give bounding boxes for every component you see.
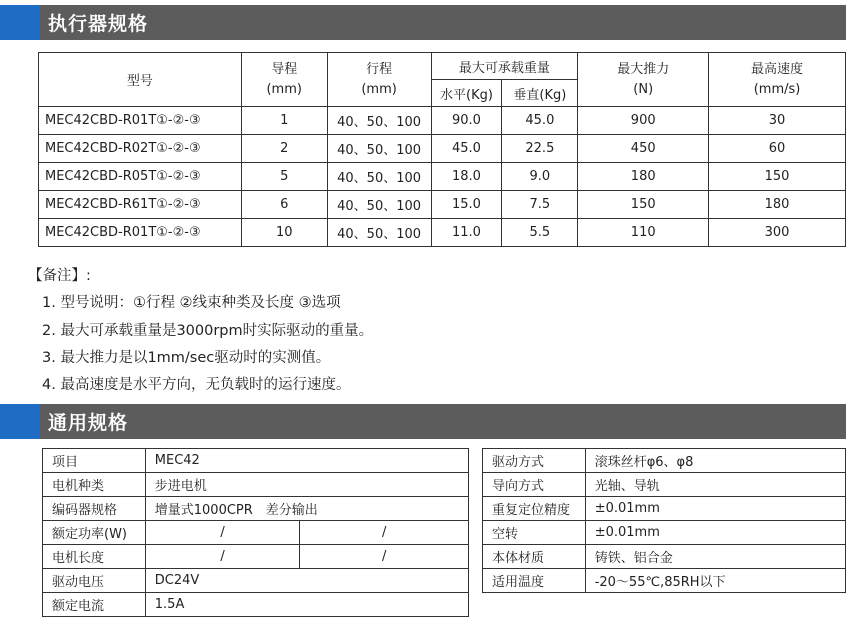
cell-value: 光轴、导轨 (585, 473, 845, 497)
cell-value: 滚珠丝杆φ6、φ8 (585, 449, 845, 473)
cell-model: MEC42CBD-R02T①-②-③ (39, 135, 242, 163)
header-thrust-label: 最大推力 (617, 61, 670, 77)
cell-speed: 180 (709, 191, 846, 219)
cell-value-b: / (300, 545, 469, 569)
cell-lead: 10 (241, 219, 327, 247)
cell-speed: 30 (709, 107, 846, 135)
header-thrust (578, 53, 709, 107)
section-header-actuator-spec (0, 5, 846, 40)
cell-value-a: / (145, 545, 300, 569)
table-row (39, 107, 846, 135)
cell-label: 空转 (483, 521, 586, 545)
table-row (483, 521, 846, 545)
table-row (483, 545, 846, 569)
cell-model: MEC42CBD-R01T①-②-③ (39, 107, 242, 135)
cell-value: ±0.01mm (585, 497, 845, 521)
cell-vertical: 9.0 (502, 163, 578, 191)
section-header-general-spec (0, 404, 846, 439)
header-lead (241, 53, 327, 107)
general-spec-table-right (482, 448, 846, 593)
cell-lead: 1 (241, 107, 327, 135)
cell-lead: 5 (241, 163, 327, 191)
header-stroke-label: 行程 (366, 61, 393, 77)
table-row (39, 135, 846, 163)
cell-horizontal: 45.0 (431, 135, 502, 163)
cell-value: DC24V (145, 569, 468, 593)
cell-horizontal: 90.0 (431, 107, 502, 135)
note-item: 4. 最高速度是水平方向，无负载时的运行速度。 (42, 377, 351, 394)
cell-value: 增量式1000CPR 差分输出 (145, 497, 468, 521)
cell-vertical: 45.0 (502, 107, 578, 135)
table-row (43, 473, 469, 497)
header-speed-unit: (mm/s) (753, 81, 801, 97)
note-item: 3. 最大推力是以1mm/sec驱动时的实测值。 (42, 349, 331, 366)
cell-lead: 2 (241, 135, 327, 163)
cell-speed: 150 (709, 163, 846, 191)
cell-label: 项目 (43, 449, 146, 473)
cell-value-b: / (300, 521, 469, 545)
header-thrust-unit: (N) (633, 81, 654, 97)
cell-speed: 300 (709, 219, 846, 247)
cell-speed: 60 (709, 135, 846, 163)
section-title: 通用规格 (48, 412, 129, 434)
header-speed-label: 最高速度 (751, 61, 804, 77)
cell-vertical: 22.5 (502, 135, 578, 163)
cell-label: 电机长度 (43, 545, 146, 569)
header-payload: 最大可承载重量 (431, 53, 578, 80)
cell-thrust: 180 (578, 163, 709, 191)
table-row (43, 521, 469, 545)
header-model: 型号 (39, 53, 242, 107)
cell-thrust: 450 (578, 135, 709, 163)
cell-value: 铸铁、铝合金 (585, 545, 845, 569)
section-accent (0, 5, 40, 40)
cell-value: 步进电机 (145, 473, 468, 497)
table-row (43, 545, 469, 569)
cell-stroke: 40、50、100 (327, 219, 431, 247)
cell-value: 1.5A (145, 593, 468, 617)
table-row (483, 473, 846, 497)
header-lead-label: 导程 (271, 61, 298, 77)
actuator-spec-table (38, 52, 846, 247)
cell-value: -20～55℃,85RH以下 (585, 569, 845, 593)
cell-vertical: 7.5 (502, 191, 578, 219)
cell-value-a: / (145, 521, 300, 545)
cell-thrust: 900 (578, 107, 709, 135)
note-item: 1. 型号说明：①行程 ②线束种类及长度 ③选项 (42, 295, 341, 312)
section-accent (0, 404, 40, 439)
cell-model: MEC42CBD-R05T①-②-③ (39, 163, 242, 191)
header-payload-vertical: 垂直(Kg) (502, 80, 578, 107)
cell-lead: 6 (241, 191, 327, 219)
cell-thrust: 150 (578, 191, 709, 219)
header-payload-horizontal: 水平(Kg) (431, 80, 502, 107)
cell-stroke: 40、50、100 (327, 135, 431, 163)
cell-stroke: 40、50、100 (327, 107, 431, 135)
cell-vertical: 5.5 (502, 219, 578, 247)
cell-horizontal: 15.0 (431, 191, 502, 219)
general-spec-table-left (42, 448, 469, 617)
cell-label: 额定电流 (43, 593, 146, 617)
cell-label: 重复定位精度 (483, 497, 586, 521)
table-row (43, 593, 469, 617)
cell-label: 额定功率(W) (43, 521, 146, 545)
table-row (39, 163, 846, 191)
cell-label: 电机种类 (43, 473, 146, 497)
note-item: 2. 最大可承载重量是3000rpm时实际驱动的重量。 (42, 322, 374, 339)
cell-label: 本体材质 (483, 545, 586, 569)
cell-thrust: 110 (578, 219, 709, 247)
cell-model: MEC42CBD-R61T①-②-③ (39, 191, 242, 219)
cell-stroke: 40、50、100 (327, 163, 431, 191)
cell-horizontal: 18.0 (431, 163, 502, 191)
cell-model: MEC42CBD-R01T①-②-③ (39, 219, 242, 247)
cell-label: 编码器规格 (43, 497, 146, 521)
cell-value: ±0.01mm (585, 521, 845, 545)
table-row (39, 191, 846, 219)
cell-label: 驱动电压 (43, 569, 146, 593)
header-speed (709, 53, 846, 107)
section-title: 执行器规格 (48, 13, 149, 35)
notes-block (28, 263, 373, 399)
header-lead-unit: (mm) (266, 81, 302, 97)
table-row (43, 497, 469, 521)
table-row (39, 219, 846, 247)
cell-stroke: 40、50、100 (327, 191, 431, 219)
notes-heading: 【备注】: (28, 268, 91, 284)
header-stroke (327, 53, 431, 107)
header-stroke-unit: (mm) (361, 81, 397, 97)
cell-label: 驱动方式 (483, 449, 586, 473)
cell-value: MEC42 (145, 449, 468, 473)
table-row (483, 569, 846, 593)
cell-label: 适用温度 (483, 569, 586, 593)
cell-horizontal: 11.0 (431, 219, 502, 247)
table-row (43, 569, 469, 593)
table-row (483, 497, 846, 521)
table-row (483, 449, 846, 473)
cell-label: 导向方式 (483, 473, 586, 497)
table-row (43, 449, 469, 473)
